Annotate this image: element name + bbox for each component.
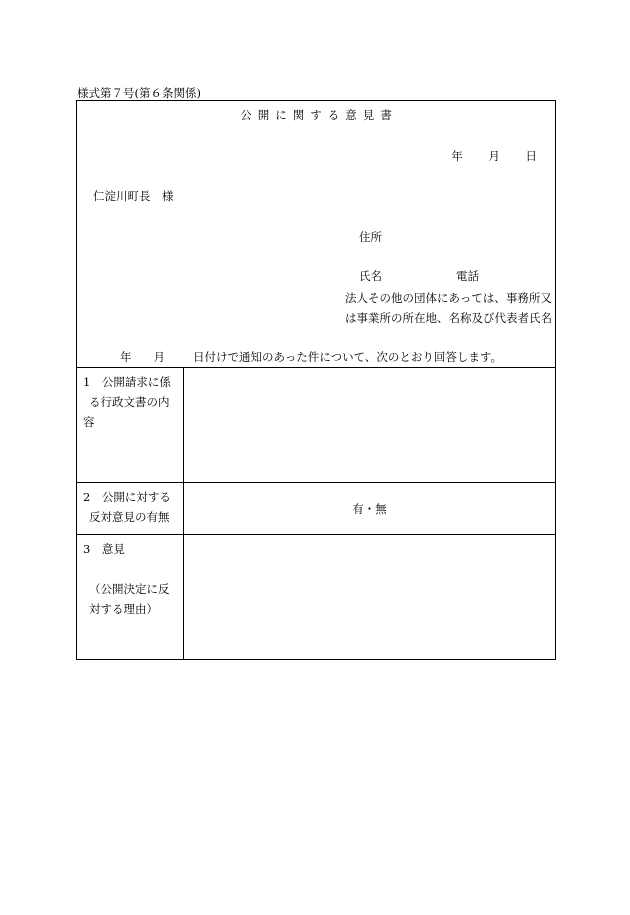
- opinion-field[interactable]: [184, 535, 555, 660]
- table-row: [77, 367, 555, 482]
- date-line: 年 月 日: [451, 149, 537, 163]
- objection-choice[interactable]: 有・無: [352, 502, 387, 516]
- row-label-line: 2 公開に対する: [83, 490, 171, 504]
- table-row: [77, 482, 555, 534]
- table-row: [77, 534, 555, 660]
- phone-label: 電話: [456, 269, 479, 283]
- row-label-line: 1 公開請求に係: [83, 375, 171, 389]
- intro-month: 月: [153, 350, 165, 364]
- row-label-line: 3 意見: [83, 542, 125, 556]
- row-label-continuation: （公開決定に反対する理由）: [89, 582, 170, 616]
- form-number: 様式第７号(第６条関係): [77, 86, 201, 100]
- intro-sentence: [120, 349, 502, 365]
- intro-year: 年: [120, 350, 132, 364]
- row-label-opinion: [77, 535, 184, 660]
- name-label: 氏名: [359, 269, 382, 283]
- objection-field[interactable]: [184, 483, 555, 534]
- addressee: 仁淀川町長 様: [93, 189, 174, 203]
- row-label-continuation: る行政文書の内容: [83, 395, 170, 429]
- address-label: 住所: [359, 230, 382, 244]
- intro-text: 日付けで通知のあった件について、次のとおり回答します。: [193, 350, 503, 364]
- requested-document-field[interactable]: [184, 368, 555, 482]
- corporation-note: 法人その他の団体にあっては、事務所又は事業所の所在地、名称及び代表者氏名: [345, 291, 552, 325]
- row-label-objection: [77, 483, 184, 534]
- row-label-requested-document: [77, 368, 184, 482]
- form-title: 公開に関する意見書: [240, 108, 398, 122]
- opinion-form: [76, 100, 556, 660]
- row-label-continuation: 反対意見の有無: [89, 510, 170, 524]
